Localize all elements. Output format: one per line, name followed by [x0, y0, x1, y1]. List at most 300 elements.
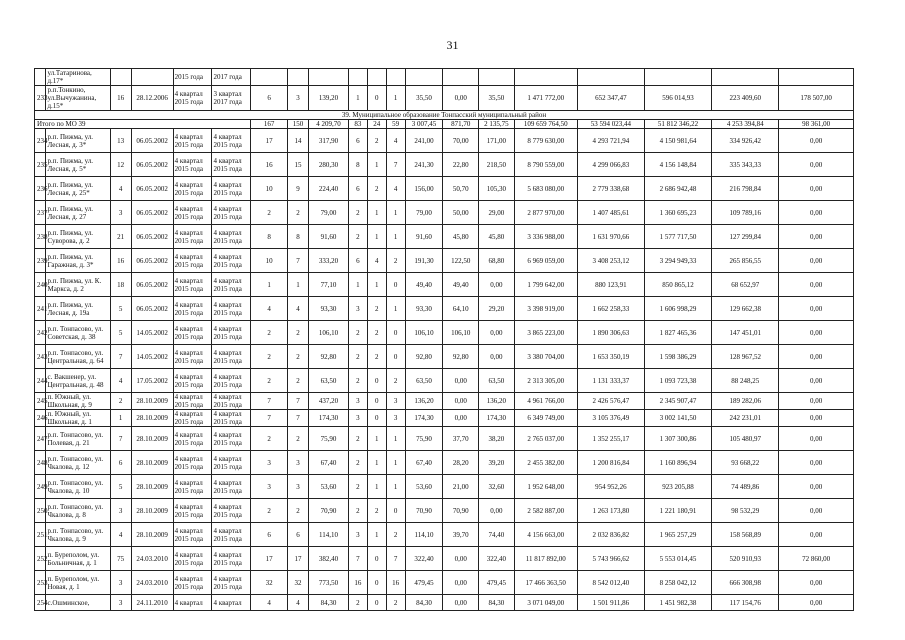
table-cell: 4 — [288, 595, 309, 611]
table-cell: 1 — [367, 201, 386, 225]
table-cell: р.п. Тонпасово, ул. Чкалова, д. 10 — [45, 475, 110, 499]
table-row — [35, 393, 854, 410]
table-cell: 29,00 — [479, 201, 515, 225]
table-cell: 2 — [348, 225, 367, 249]
table-cell: 1 307 300,86 — [644, 427, 711, 451]
table-cell: 17 — [251, 129, 288, 153]
table-cell: 479,45 — [405, 571, 443, 595]
table-cell: 92,80 — [309, 345, 349, 369]
table-cell: 21 — [110, 225, 131, 249]
table-cell: 2 — [386, 595, 405, 611]
table-cell: 4 квартал 2015 года — [212, 201, 251, 225]
table-cell: 2 — [348, 369, 367, 393]
table-cell: 17 — [251, 547, 288, 571]
table-cell: 1 200 816,84 — [577, 451, 644, 475]
table-cell: 4 квартал 2015 года — [212, 499, 251, 523]
table-cell: 13 — [110, 129, 131, 153]
table-cell: 06.05.2002 — [131, 273, 173, 297]
table-cell: 6 — [110, 451, 131, 475]
table-cell: 923 205,88 — [644, 475, 711, 499]
table-cell: 1 — [367, 451, 386, 475]
table-cell: р.п. Тонпасово, ул. Советская, д. 38 — [45, 321, 110, 345]
table-cell: 1 221 180,91 — [644, 499, 711, 523]
table-cell: 14 — [288, 129, 309, 153]
table-row — [35, 177, 854, 201]
table-cell: 0 — [386, 321, 405, 345]
table-cell: 16 — [348, 571, 367, 595]
table-row — [35, 369, 854, 393]
total-cell: 24 — [367, 120, 386, 129]
table-cell: 0,00 — [779, 345, 854, 369]
table-cell: 0,00 — [443, 86, 479, 111]
table-cell: 91,60 — [405, 225, 443, 249]
table-row — [35, 523, 854, 547]
table-cell: 74,40 — [479, 523, 515, 547]
table-cell: 0,00 — [779, 499, 854, 523]
table-cell: 106,10 — [309, 321, 349, 345]
table-cell: 75,90 — [405, 427, 443, 451]
table-cell: 24.11.2010 — [131, 595, 173, 611]
table-cell: 520 910,93 — [712, 547, 779, 571]
total-cell: 53 594 023,44 — [577, 120, 644, 129]
total-cell: 871,70 — [443, 120, 479, 129]
table-cell: 3 — [251, 475, 288, 499]
table-cell: 8 790 559,00 — [514, 153, 577, 177]
total-cell: 109 659 764,50 — [514, 120, 577, 129]
table-cell: 2 — [288, 499, 309, 523]
table-cell: 2 — [367, 499, 386, 523]
table-cell: 3 336 988,00 — [514, 225, 577, 249]
table-cell: 105,30 — [479, 177, 515, 201]
table-cell: 136,20 — [405, 393, 443, 410]
table-cell: 0,00 — [779, 225, 854, 249]
table-cell: 2 — [348, 427, 367, 451]
table-cell: 4 квартал 2015 года — [173, 273, 212, 297]
table-cell: 2 — [348, 345, 367, 369]
table-cell: 322,40 — [405, 547, 443, 571]
table-cell: 106,10 — [405, 321, 443, 345]
table-cell: 4 квартал 2015 года — [212, 153, 251, 177]
table-cell: 2 — [348, 201, 367, 225]
table-cell: 1 890 306,63 — [577, 321, 644, 345]
table-cell: 79,00 — [405, 201, 443, 225]
table-cell: 3 — [110, 595, 131, 611]
table-cell: 2 — [251, 201, 288, 225]
table-cell: 174,30 — [479, 410, 515, 427]
table-cell: 0,00 — [479, 321, 515, 345]
table-cell: 6 — [348, 177, 367, 201]
table-cell: 1 965 257,29 — [644, 523, 711, 547]
table-cell: 4 квартал 2015 года — [173, 297, 212, 321]
table-cell: 17.05.2002 — [131, 369, 173, 393]
table-cell: 333,20 — [309, 249, 349, 273]
table-cell: 4 квартал 2015 года — [173, 321, 212, 345]
table-cell: 4 — [367, 249, 386, 273]
table-cell: 178 507,00 — [779, 86, 854, 111]
table-cell: 2 345 907,47 — [644, 393, 711, 410]
table-cell — [577, 69, 644, 86]
table-cell: 50,00 — [443, 201, 479, 225]
table-cell: 4 квартал 2015 года — [212, 129, 251, 153]
table-cell — [35, 69, 46, 86]
table-cell: 850 865,12 — [644, 273, 711, 297]
table-cell: 0,00 — [779, 321, 854, 345]
table-row — [35, 249, 854, 273]
table-cell: 53,60 — [309, 475, 349, 499]
table-cell: 18 — [110, 273, 131, 297]
table-cell: 3 380 704,00 — [514, 345, 577, 369]
table-cell: 8 779 630,00 — [514, 129, 577, 153]
table-cell: р.п. Пижма, ул. Лесная, д. 19а — [45, 297, 110, 321]
table-cell: 218,50 — [479, 153, 515, 177]
table-cell: 1 653 350,19 — [577, 345, 644, 369]
table-cell: 1 360 695,23 — [644, 201, 711, 225]
table-cell: 7 — [386, 547, 405, 571]
table-cell: 0,00 — [779, 201, 854, 225]
total-cell: 3 007,45 — [405, 120, 443, 129]
table-cell: 2 — [367, 321, 386, 345]
table-cell: 0,00 — [779, 273, 854, 297]
table-cell: 0,00 — [779, 369, 854, 393]
table-cell: 16 — [110, 86, 131, 111]
table-cell: 4 квартал 2015 года — [212, 451, 251, 475]
table-cell: 239 — [35, 249, 46, 273]
table-row — [35, 321, 854, 345]
table-cell: 4 квартал 2015 года — [212, 475, 251, 499]
table-cell: 3 — [348, 410, 367, 427]
table-cell: 4 квартал 2015 года — [212, 571, 251, 595]
table-cell — [367, 69, 386, 86]
table-cell: 14.05.2002 — [131, 321, 173, 345]
table-cell: 28.10.2009 — [131, 451, 173, 475]
table-cell: 2 426 576,47 — [577, 393, 644, 410]
table-cell: 28.10.2009 — [131, 523, 173, 547]
table-cell: 35,50 — [405, 86, 443, 111]
table-cell: 0,00 — [479, 273, 515, 297]
table-cell: 1 471 772,00 — [514, 86, 577, 111]
table-cell: 2 765 037,00 — [514, 427, 577, 451]
table-cell: 0,00 — [779, 297, 854, 321]
table-cell: 1 — [367, 153, 386, 177]
table-cell: 3 — [288, 451, 309, 475]
table-row — [35, 475, 854, 499]
table-cell: 1 827 465,36 — [644, 321, 711, 345]
table-cell: 880 123,91 — [577, 273, 644, 297]
table-cell: 2 — [367, 297, 386, 321]
table-cell: 2 — [348, 475, 367, 499]
table-cell: 63,50 — [405, 369, 443, 393]
table-cell: 6 — [251, 523, 288, 547]
table-cell: 4 квартал 2015 года — [173, 475, 212, 499]
total-cell: 83 — [348, 120, 367, 129]
table-cell: 954 952,26 — [577, 475, 644, 499]
table-cell: 4 156 663,00 — [514, 523, 577, 547]
table-cell: р.п. Пижма, ул. Гаражная, д. 3* — [45, 249, 110, 273]
table-cell: 2 582 887,00 — [514, 499, 577, 523]
table-cell: 0,00 — [443, 595, 479, 611]
table-cell: 1 — [348, 273, 367, 297]
rows-after — [35, 129, 854, 611]
table-cell: 4 — [110, 523, 131, 547]
table-cell: 243 — [35, 345, 46, 369]
table-cell: 4 156 148,84 — [644, 153, 711, 177]
table-cell: 252 — [35, 547, 46, 571]
table-cell: 158 568,89 — [712, 523, 779, 547]
table-cell: 1 — [348, 86, 367, 111]
table-cell: 2 — [348, 451, 367, 475]
rows-before — [35, 69, 854, 111]
table-row — [35, 499, 854, 523]
table-cell: с. Вакшенер, ул. Центральная, д. 48 — [45, 369, 110, 393]
table-cell: 1 263 173,80 — [577, 499, 644, 523]
table-row — [35, 129, 854, 153]
table-cell: 596 014,93 — [644, 86, 711, 111]
table-cell: р.п. Пижма, ул. Суворова, д. 2 — [45, 225, 110, 249]
table-cell: 2 779 338,68 — [577, 177, 644, 201]
table-cell — [712, 69, 779, 86]
table-cell: 109 789,16 — [712, 201, 779, 225]
table-cell: 2 — [110, 393, 131, 410]
table-cell: 68,80 — [479, 249, 515, 273]
table-cell: 4 квартал 2015 года — [173, 369, 212, 393]
table-cell: ул.Татаринова, д.17* — [45, 69, 110, 86]
table-cell: 3 398 919,00 — [514, 297, 577, 321]
table-cell: 72 860,00 — [779, 547, 854, 571]
table-cell: 06.05.2002 — [131, 177, 173, 201]
table-cell: 2 — [367, 345, 386, 369]
section-row — [35, 111, 854, 120]
table-cell: 84,30 — [309, 595, 349, 611]
table-cell: 0,00 — [479, 345, 515, 369]
section-block — [35, 111, 854, 129]
table-cell: 50,70 — [443, 177, 479, 201]
total-row — [35, 120, 854, 129]
table-cell: р.п. Тонпасово, ул. Чкалова, д. 12 — [45, 451, 110, 475]
table-cell: п. Буреполом, ул. Новая, д. 1 — [45, 571, 110, 595]
table-cell: 223 409,60 — [712, 86, 779, 111]
table-row — [35, 273, 854, 297]
table-cell: 39,70 — [443, 523, 479, 547]
table-cell: 53,60 — [405, 475, 443, 499]
table-cell: 242 231,01 — [712, 410, 779, 427]
table-cell: 147 451,01 — [712, 321, 779, 345]
table-cell: 2 — [288, 345, 309, 369]
table-cell: 0 — [367, 571, 386, 595]
table-cell: 4 961 766,00 — [514, 393, 577, 410]
table-cell: 6 — [251, 86, 288, 111]
table-cell: 22,80 — [443, 153, 479, 177]
table-cell: 4 — [386, 129, 405, 153]
table-cell: 249 — [35, 475, 46, 499]
table-cell: 174,30 — [405, 410, 443, 427]
table-cell: 1 — [367, 225, 386, 249]
table-cell: 06.05.2002 — [131, 249, 173, 273]
table-cell: 3 071 049,00 — [514, 595, 577, 611]
table-cell — [644, 69, 711, 86]
table-cell: 0 — [386, 499, 405, 523]
table-cell: 24.03.2010 — [131, 571, 173, 595]
table-cell: 2 — [386, 249, 405, 273]
table-cell: 3 865 223,00 — [514, 321, 577, 345]
table-cell: 1 407 485,61 — [577, 201, 644, 225]
table-cell: 4 квартал 2015 года — [173, 427, 212, 451]
page-number: 31 — [446, 38, 459, 52]
table-cell: 3 — [110, 499, 131, 523]
table-cell: 117 154,76 — [712, 595, 779, 611]
table-cell: 1 131 333,37 — [577, 369, 644, 393]
table-cell: 3 — [348, 393, 367, 410]
table-cell: 12 — [110, 153, 131, 177]
table-cell: 1 — [110, 410, 131, 427]
table-cell: 0,00 — [779, 129, 854, 153]
table-cell: 129 662,38 — [712, 297, 779, 321]
table-cell: 334 926,42 — [712, 129, 779, 153]
table-cell: 38,20 — [479, 427, 515, 451]
table-cell: 106,10 — [443, 321, 479, 345]
table-cell: 49,40 — [405, 273, 443, 297]
table-cell: 233 — [35, 86, 46, 111]
table-cell: 7 — [251, 410, 288, 427]
table-cell: 0,00 — [779, 595, 854, 611]
table-cell: 2 — [251, 345, 288, 369]
table-cell: 0,00 — [779, 475, 854, 499]
table-cell: 0,00 — [479, 499, 515, 523]
table-cell: 1 606 998,29 — [644, 297, 711, 321]
table-cell: 7 — [110, 427, 131, 451]
table-cell: 4 квартал 2015 года — [173, 225, 212, 249]
table-cell: 4 квартал 2015 года — [173, 153, 212, 177]
table-cell: 4 квартал 2015 года — [212, 393, 251, 410]
table-cell: 17 — [288, 547, 309, 571]
table-row — [35, 297, 854, 321]
table-cell: 8 258 042,12 — [644, 571, 711, 595]
table-cell: 06.05.2002 — [131, 153, 173, 177]
table-row — [35, 201, 854, 225]
table-cell: 70,00 — [443, 129, 479, 153]
table-cell: 2 — [251, 321, 288, 345]
table-cell: 70,90 — [443, 499, 479, 523]
table-cell: 0 — [386, 345, 405, 369]
table-cell: 2 — [288, 321, 309, 345]
table-cell: 84,30 — [479, 595, 515, 611]
table-cell: 2 — [386, 523, 405, 547]
table-cell: 3 — [288, 86, 309, 111]
table-cell: 0 — [367, 547, 386, 571]
table-cell: 2 — [386, 369, 405, 393]
table-cell: р.п. Тонпасово, ул. Чкалова, д. 8 — [45, 499, 110, 523]
table-cell: р.п. Тонпасово, ул. Полевая, д. 21 — [45, 427, 110, 451]
table-cell: 98 532,29 — [712, 499, 779, 523]
table-cell: 3 294 949,33 — [644, 249, 711, 273]
table-cell: 0,00 — [443, 393, 479, 410]
table-cell: р.п. Пижма, ул. Лесная, д. 25* — [45, 177, 110, 201]
table-row — [35, 345, 854, 369]
table-cell: р.п. Тонпасово, ул. Чкалова, д. 9 — [45, 523, 110, 547]
table-cell: п. Южный, ул. Школьная, д. 1 — [45, 410, 110, 427]
table-cell: 0 — [367, 410, 386, 427]
table-cell: 4 квартал 2015 года — [173, 86, 212, 111]
table-cell: 0,00 — [779, 153, 854, 177]
total-cell: 59 — [386, 120, 405, 129]
table-cell: 237 — [35, 201, 46, 225]
table-cell: 1 093 723,38 — [644, 369, 711, 393]
table-cell: 2 — [251, 499, 288, 523]
table-cell — [514, 69, 577, 86]
table-cell: 70,90 — [405, 499, 443, 523]
table-cell: 2 — [288, 427, 309, 451]
table-cell: 5 — [110, 321, 131, 345]
table-cell — [386, 69, 405, 86]
table-cell — [309, 69, 349, 86]
table-cell: 1 598 386,29 — [644, 345, 711, 369]
table-cell: 4 — [110, 177, 131, 201]
table-cell: 1 — [386, 86, 405, 111]
table-cell: 0,00 — [779, 523, 854, 547]
table-cell: 8 — [348, 153, 367, 177]
table-cell: 216 798,84 — [712, 177, 779, 201]
table-cell: 2 — [251, 369, 288, 393]
table-cell: 1 — [367, 427, 386, 451]
table-cell: 2 686 942,48 — [644, 177, 711, 201]
table-cell: 7 — [386, 153, 405, 177]
table-cell: 4 299 066,83 — [577, 153, 644, 177]
table-cell: п. Южный, ул. Школьная, д. 9 — [45, 393, 110, 410]
table-cell: 28.10.2009 — [131, 475, 173, 499]
table-cell — [443, 69, 479, 86]
table-row — [35, 427, 854, 451]
table-cell: 254 — [35, 595, 46, 611]
table-cell: 479,45 — [479, 571, 515, 595]
table-cell: 224,40 — [309, 177, 349, 201]
table-cell: 6 349 749,00 — [514, 410, 577, 427]
table-cell: 265 856,55 — [712, 249, 779, 273]
table-cell: 127 299,84 — [712, 225, 779, 249]
table-cell: 1 — [386, 427, 405, 451]
table-cell: 245 — [35, 393, 46, 410]
total-cell: 2 135,75 — [479, 120, 515, 129]
table-cell: 75,90 — [309, 427, 349, 451]
table-cell: 7 — [251, 393, 288, 410]
table-cell: 7 — [288, 410, 309, 427]
table-row — [35, 225, 854, 249]
table-cell: 322,40 — [479, 547, 515, 571]
table-cell: 28.12.2006 — [131, 86, 173, 111]
table-cell: 1 799 642,00 — [514, 273, 577, 297]
table-cell: 1 451 982,38 — [644, 595, 711, 611]
table-cell: 4 квартал 2015 года — [212, 273, 251, 297]
table-cell: 236 — [35, 177, 46, 201]
table-cell: 3 105 376,49 — [577, 410, 644, 427]
table-cell: 5 683 080,00 — [514, 177, 577, 201]
table-cell: 0,00 — [779, 410, 854, 427]
table-cell: 0,00 — [779, 177, 854, 201]
table-cell: 3 квартал 2017 года — [212, 86, 251, 111]
table-cell: 6 — [348, 249, 367, 273]
table-cell: 1 160 896,94 — [644, 451, 711, 475]
table-cell: 1 — [367, 475, 386, 499]
table-cell — [110, 69, 131, 86]
table-cell: 93,30 — [405, 297, 443, 321]
table-cell: 0 — [367, 595, 386, 611]
table-cell: 0,00 — [443, 571, 479, 595]
table-cell: 251 — [35, 523, 46, 547]
table-cell: 17 466 363,50 — [514, 571, 577, 595]
table-cell: 79,00 — [309, 201, 349, 225]
table-cell: 4 — [251, 595, 288, 611]
table-cell: 28.10.2009 — [131, 499, 173, 523]
table-cell: 3 — [348, 297, 367, 321]
table-cell: 16 — [110, 249, 131, 273]
